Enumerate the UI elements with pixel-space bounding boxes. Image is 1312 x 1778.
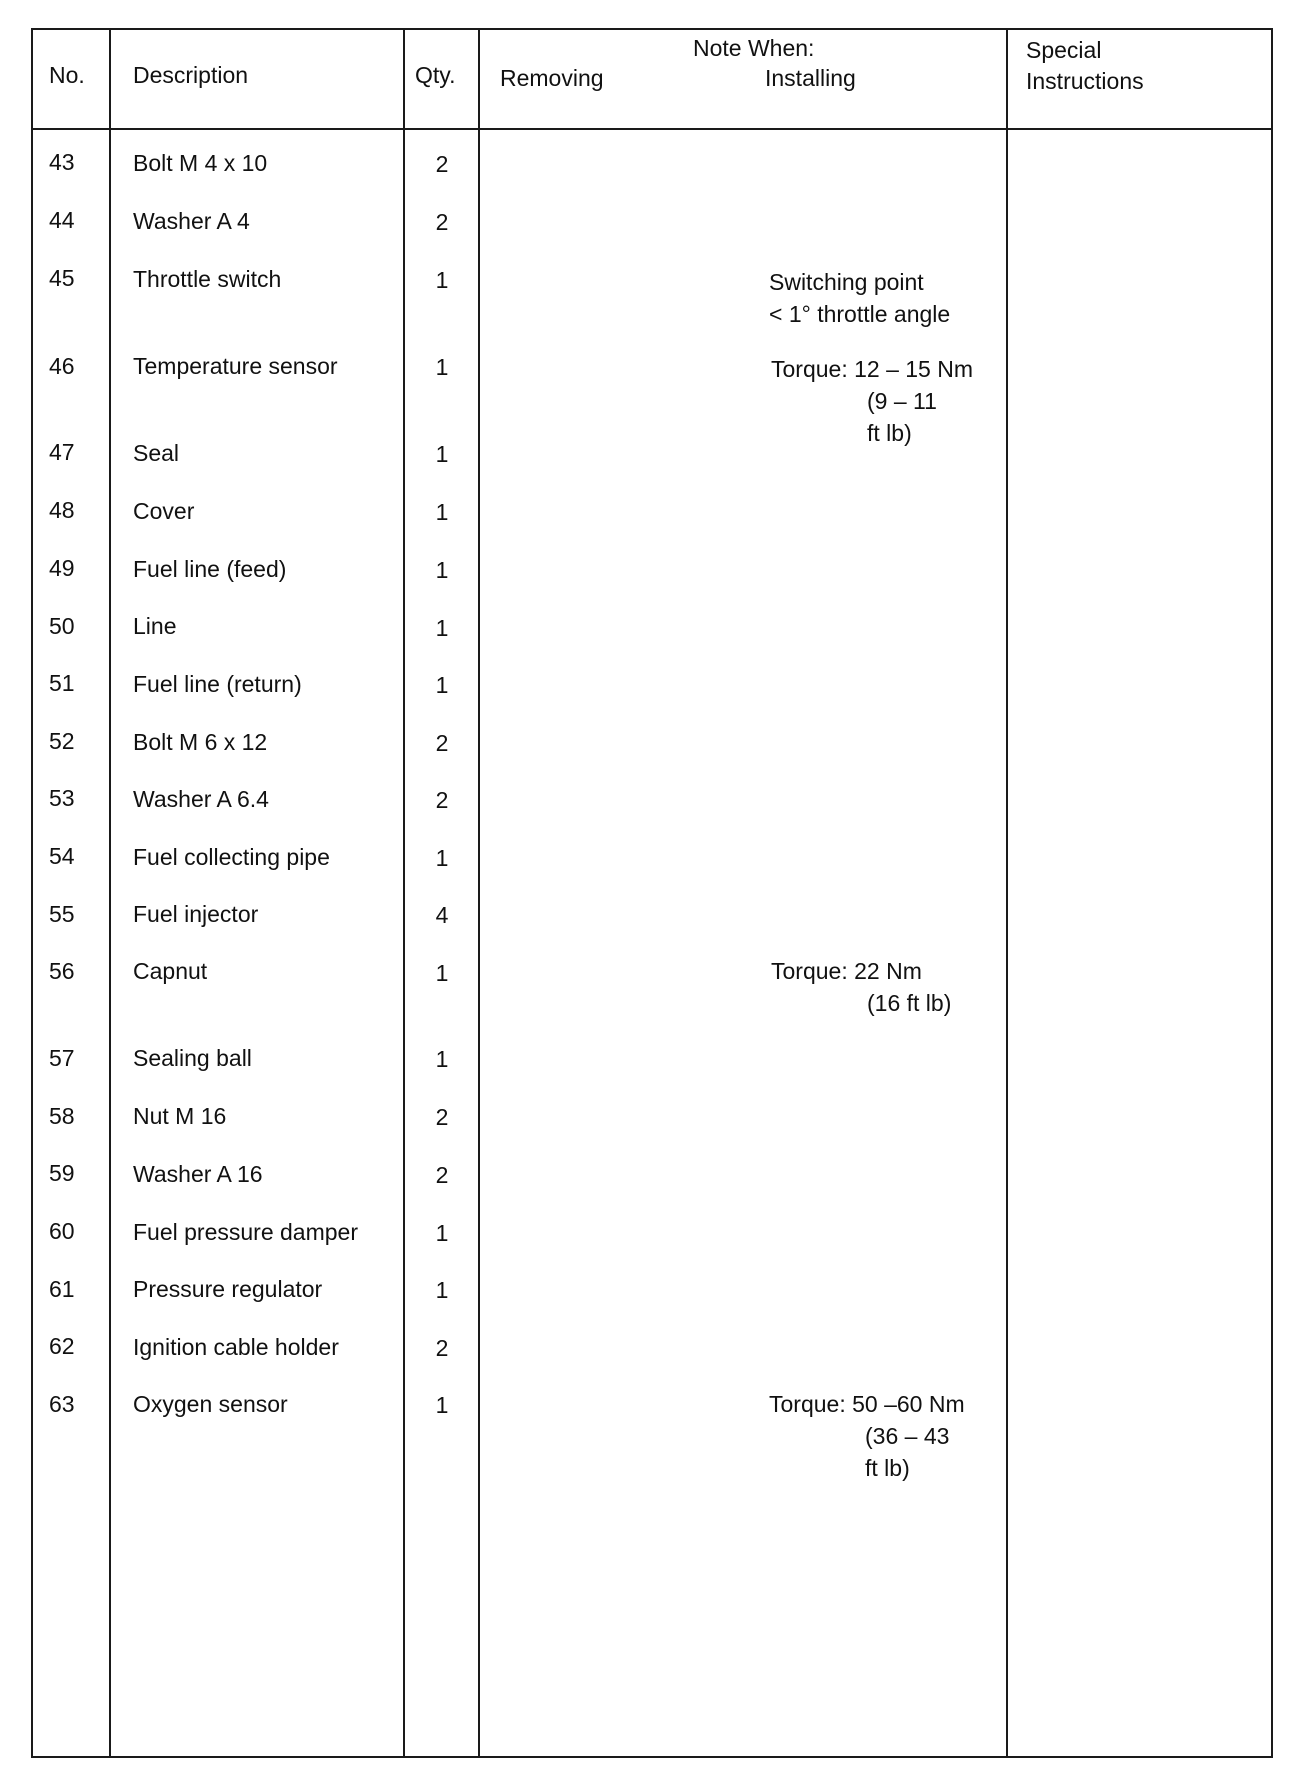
row-qty: 1 [435,267,449,293]
row-description: Pressure regulator [133,1276,323,1302]
note-line: (9 – 11 [867,388,937,414]
row-qty: 1 [435,845,449,871]
note-line: ft lb) [867,420,912,446]
row-number: 44 [49,207,75,233]
row-qty: 2 [435,1335,449,1361]
note-line: Torque: 50 –60 Nm [769,1391,965,1417]
row-description: Ignition cable holder [133,1334,339,1360]
note-oxygen-sensor [769,1388,965,1484]
row-qty: 2 [435,730,449,756]
header-special: Special [1026,37,1102,63]
parts-table [31,28,1273,1758]
row-description: Oxygen sensor [133,1391,288,1417]
row-number: 50 [49,613,75,639]
row-qty: 1 [435,441,449,467]
note-capnut [771,955,951,1019]
row-description: Fuel injector [133,901,259,927]
row-number: 57 [49,1045,75,1071]
row-qty: 1 [435,672,449,698]
row-qty: 1 [435,1046,449,1072]
row-qty: 1 [435,960,449,986]
column-divider [403,30,405,1756]
header-note-when: Note When: [693,35,815,61]
note-line: Torque: 12 – 15 Nm [771,356,974,382]
header-removing: Removing [500,65,604,91]
row-description: Washer A 6.4 [133,786,269,812]
row-description: Seal [133,440,180,466]
row-qty: 4 [435,902,449,928]
row-qty: 1 [435,354,449,380]
row-number: 63 [49,1391,75,1417]
row-description: Throttle switch [133,266,282,292]
row-qty: 1 [435,557,449,583]
row-number: 43 [49,149,75,175]
row-description: Fuel pressure damper [133,1219,358,1245]
row-description: Sealing ball [133,1045,252,1071]
header-qty: Qty. [415,62,456,88]
row-qty: 1 [435,499,449,525]
header-description: Description [133,62,249,88]
row-qty: 2 [435,1104,449,1130]
row-description: Temperature sensor [133,353,338,379]
header-instructions: Instructions [1026,68,1144,94]
row-qty: 1 [435,1277,449,1303]
row-number: 52 [49,728,75,754]
row-qty: 2 [435,151,449,177]
row-description: Nut M 16 [133,1103,227,1129]
row-number: 47 [49,439,75,465]
row-number: 51 [49,670,75,696]
column-divider [478,30,480,1756]
row-number: 59 [49,1160,75,1186]
row-number: 45 [49,265,75,291]
row-number: 49 [49,555,75,581]
header-no: No. [49,62,85,88]
row-number: 61 [49,1276,75,1302]
row-description: Capnut [133,958,208,984]
note-line: ft lb) [865,1455,910,1481]
row-qty: 2 [435,787,449,813]
column-divider [109,30,111,1756]
note-line: (36 – 43 [865,1423,950,1449]
row-number: 53 [49,785,75,811]
row-number: 54 [49,843,75,869]
row-qty: 1 [435,615,449,641]
row-number: 58 [49,1103,75,1129]
row-description: Washer A 16 [133,1161,263,1187]
row-number: 55 [49,901,75,927]
header-installing: Installing [765,65,856,91]
row-description: Bolt M 4 x 10 [133,150,268,176]
note-line: (16 ft lb) [867,990,952,1016]
row-qty: 2 [435,1162,449,1188]
note-line: < 1° throttle angle [769,301,951,327]
note-line: Torque: 22 Nm [771,958,922,984]
row-description: Washer A 4 [133,208,250,234]
row-qty: 1 [435,1220,449,1246]
row-number: 60 [49,1218,75,1244]
note-throttle-switch [769,266,950,330]
row-number: 62 [49,1333,75,1359]
column-divider [1006,30,1008,1756]
row-description: Fuel collecting pipe [133,844,330,870]
row-number: 46 [49,353,75,379]
row-number: 48 [49,497,75,523]
note-temperature-sensor [771,353,973,449]
row-description: Line [133,613,177,639]
row-number: 56 [49,958,75,984]
row-qty: 1 [435,1392,449,1418]
row-description: Fuel line (return) [133,671,302,697]
row-qty: 2 [435,209,449,235]
header-divider [33,128,1271,130]
row-description: Cover [133,498,195,524]
note-line: Switching point [769,269,924,295]
row-description: Fuel line (feed) [133,556,287,582]
row-description: Bolt M 6 x 12 [133,729,268,755]
